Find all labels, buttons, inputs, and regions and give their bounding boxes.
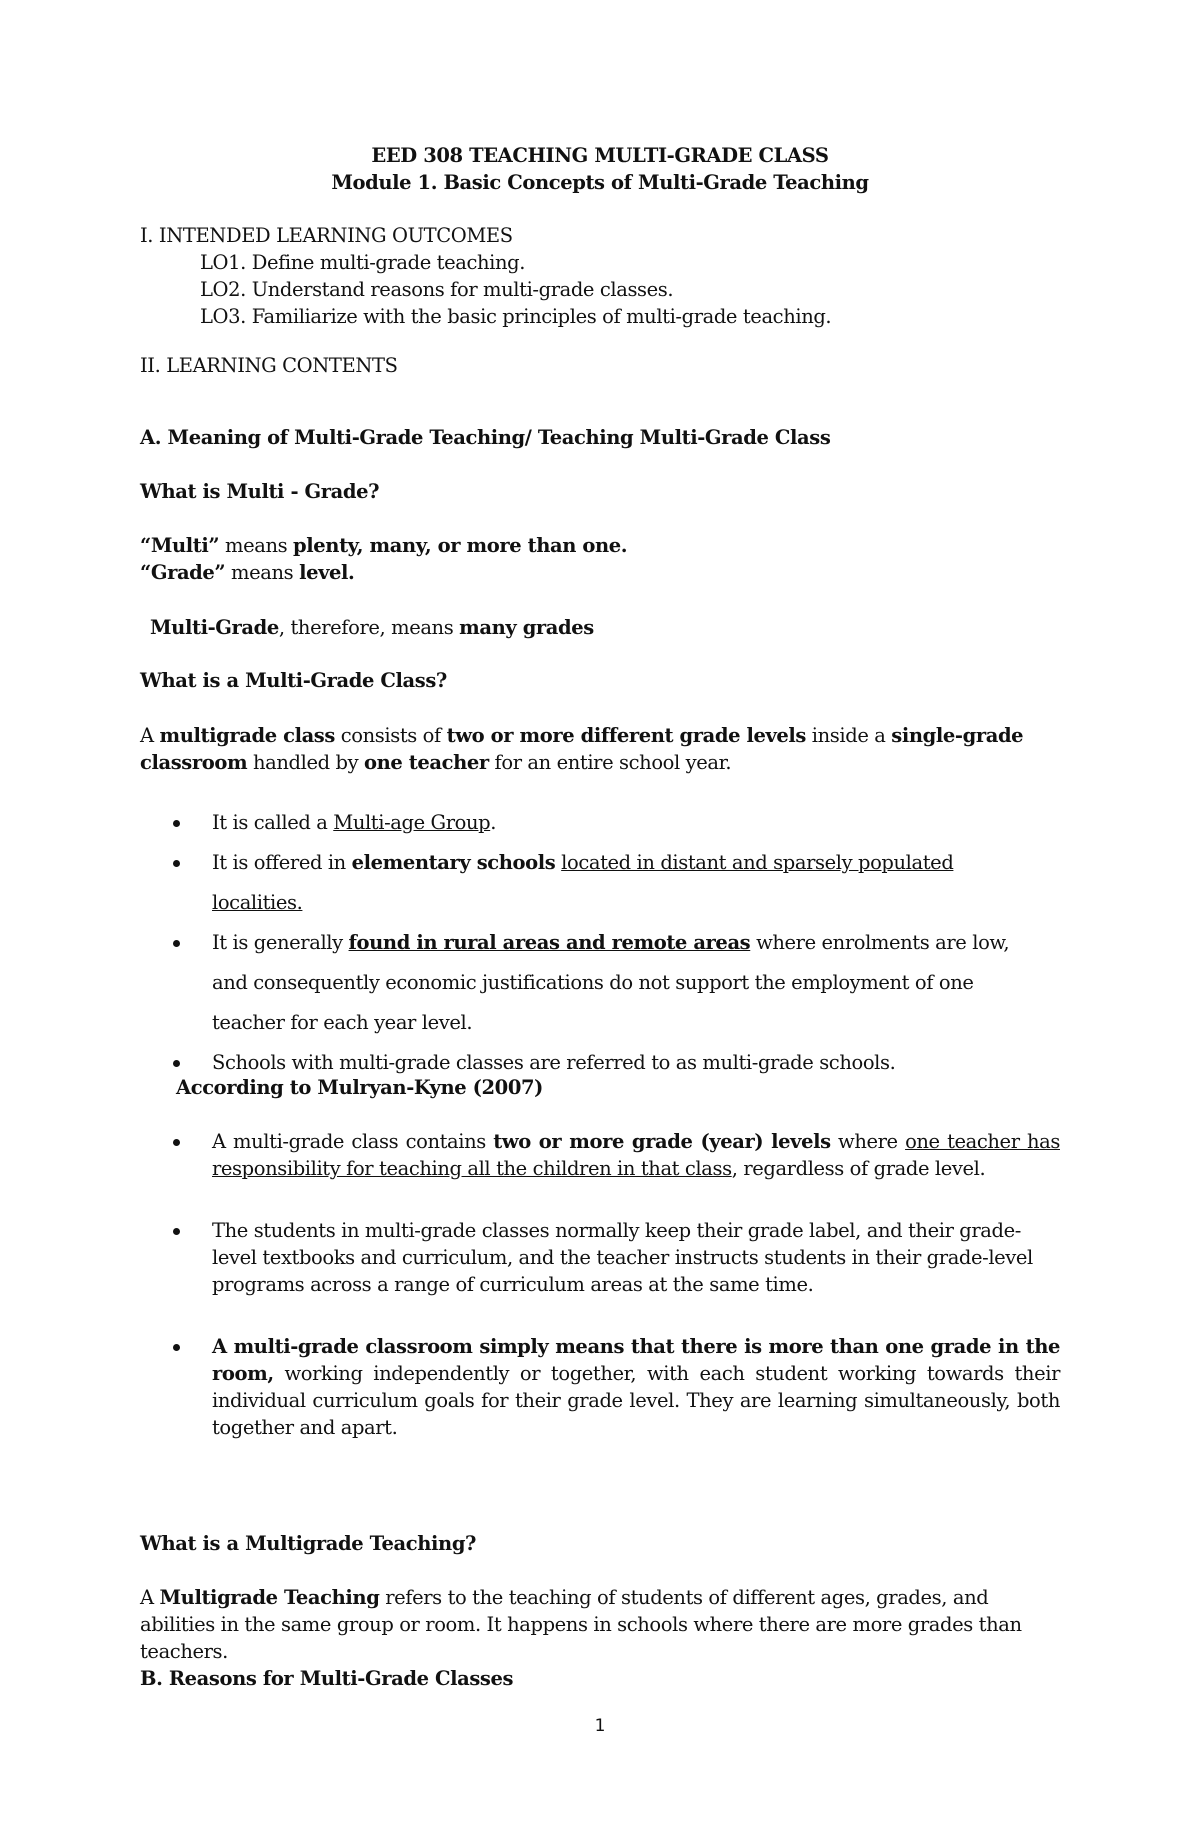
grade-definition [140, 559, 1060, 586]
bullet-text: , regardless of grade level. [731, 1157, 986, 1180]
teach-text: A [140, 1586, 160, 1609]
list-item [140, 1217, 1060, 1298]
question-multigrade-teaching: What is a Multigrade Teaching? [140, 1532, 477, 1555]
bullet-text: A multi-grade class contains [212, 1130, 494, 1153]
bullet-icon [173, 1139, 180, 1146]
def-text: handled by [247, 751, 364, 774]
mg-mid-text: , therefore, means [278, 616, 460, 639]
teach-text: refers to the teaching of students of different ages, grades, and abilities in the same group or room. It happens in schools where there are more grades than teachers. [140, 1586, 1022, 1663]
bullet-list-mulryan [140, 1128, 1060, 1441]
multigrade-class-definition [140, 722, 1060, 776]
multi-grade-meaning [150, 614, 1070, 641]
bullet-icon [173, 860, 180, 867]
list-item [140, 1128, 1060, 1182]
bullet-text: The students in multi-grade classes normally keep their grade label, and their grade-level textbooks and curriculum, and the teacher instructs students in their grade-level programs across a range of curriculum areas at the same time. [212, 1219, 1033, 1296]
bullet-text: where enrolments are low, and consequently economic justifications do not support the employment of one teacher for each year level. [212, 931, 1010, 1034]
outcomes-heading: I. INTENDED LEARNING OUTCOMES [140, 224, 513, 247]
module-title: Module 1. Basic Concepts of Multi-Grade Teaching [331, 171, 869, 194]
mg-def: many grades [459, 616, 594, 639]
list-item [140, 803, 1040, 843]
def-text: consists of [334, 724, 447, 747]
bullet-bold: A multi-grade classroom simply means that there is more than one grade in the room, [212, 1335, 1060, 1385]
multi-means-text: means [219, 534, 294, 557]
multigrade-teaching-definition [140, 1584, 1060, 1665]
teach-bold: Multigrade Teaching [159, 1586, 380, 1609]
grade-means-text: means [225, 561, 300, 584]
def-text: for an entire school year. [488, 751, 732, 774]
def-text: inside a [806, 724, 892, 747]
bullet-icon [173, 1060, 180, 1067]
bullet-bold: elementary schools [351, 851, 556, 874]
bullet-text: Schools with multi-grade classes are referred to as multi-grade schools. [212, 1051, 896, 1074]
list-item [140, 843, 1040, 923]
section-a-heading: A. Meaning of Multi-Grade Teaching/ Teaching Multi-Grade Class [140, 426, 831, 449]
bullet-icon [173, 940, 180, 947]
def-bold: multigrade class [159, 724, 335, 747]
bullet-underline: located in distant and sparsely populated localities. [212, 851, 954, 914]
page-number: 1 [594, 1716, 606, 1736]
list-item [140, 1333, 1060, 1441]
bullet-icon [173, 820, 180, 827]
bullet-bold-underline: found in rural areas and remote areas [348, 931, 751, 954]
bullet-text: where [830, 1130, 906, 1153]
question-multi-grade-class: What is a Multi-Grade Class? [140, 669, 447, 692]
section-b-heading: B. Reasons for Multi-Grade Classes [140, 1667, 514, 1690]
list-item [140, 923, 1040, 1043]
grade-term: “Grade” [140, 561, 226, 584]
multi-def: plenty, many, or more than one. [293, 534, 628, 557]
bullet-text: . [490, 811, 497, 834]
bullet-text: It is offered in [212, 851, 352, 874]
bullet-underline: one teacher has responsibility for teaching all the children in that class [212, 1130, 1060, 1180]
def-bold: single-grade classroom [140, 724, 1024, 774]
bullet-text: It is called a [212, 811, 334, 834]
multi-term: “Multi” [140, 534, 220, 557]
according-heading: According to Mulryan-Kyne (2007) [176, 1076, 543, 1099]
outcome-item: LO1. Define multi-grade teaching. [200, 251, 526, 274]
grade-def: level. [299, 561, 355, 584]
outcome-item: LO2. Understand reasons for multi-grade classes. [200, 278, 674, 301]
course-title: EED 308 TEACHING MULTI-GRADE CLASS [371, 144, 829, 167]
def-bold: two or more different grade levels [446, 724, 806, 747]
outcome-item: LO3. Familiarize with the basic principles of multi-grade teaching. [200, 305, 832, 328]
bullet-icon [173, 1228, 180, 1235]
bullet-text: It is generally [212, 931, 349, 954]
bullet-list-characteristics [140, 803, 1040, 1083]
bullet-underline: Multi-age Group [333, 811, 491, 834]
contents-heading: II. LEARNING CONTENTS [140, 354, 398, 377]
def-text: A [140, 724, 160, 747]
bullet-text: working independently or together, with each student working towards their individual curriculum goals for their grade level. They are learning simultaneously, both together and apart. [212, 1362, 1060, 1439]
bullet-icon [173, 1344, 180, 1351]
bullet-bold: two or more grade (year) levels [493, 1130, 831, 1153]
question-multi-grade: What is Multi - Grade? [140, 480, 380, 503]
def-bold: one teacher [363, 751, 489, 774]
mg-term: Multi-Grade [150, 616, 279, 639]
multi-definition [140, 532, 1060, 559]
